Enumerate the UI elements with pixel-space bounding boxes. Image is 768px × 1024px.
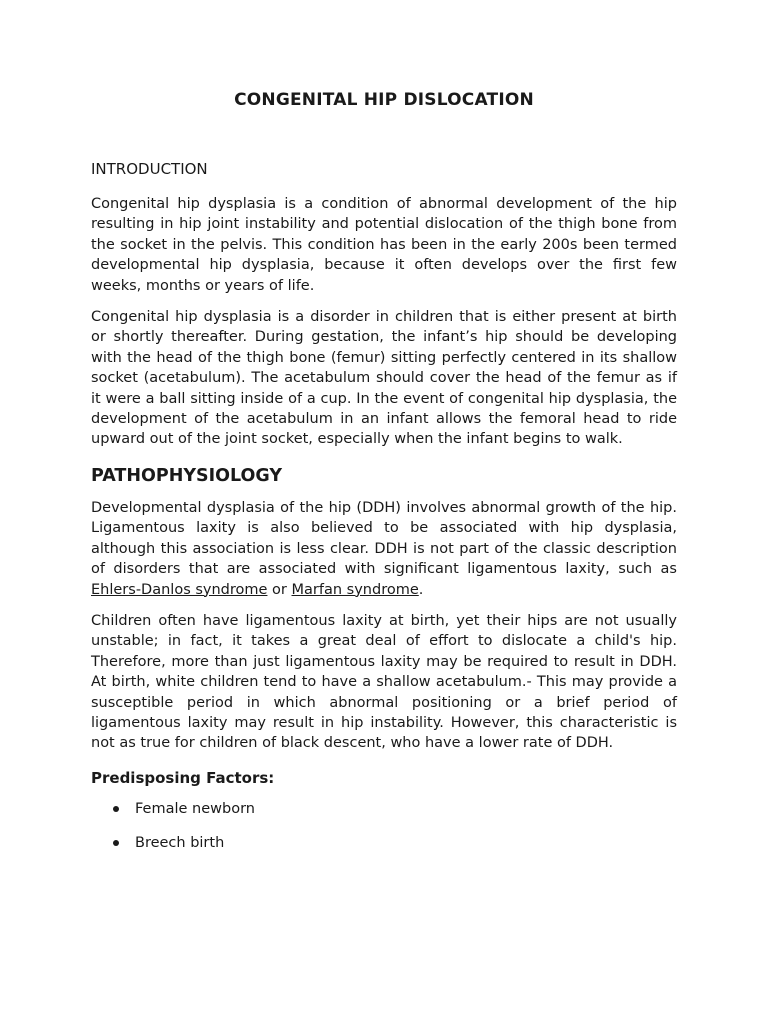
document-title: CONGENITAL HIP DISLOCATION [234,90,534,110]
pathophysiology-text-before: Developmental dysplasia of the hip (DDH) involves abnormal growth of the hip. Ligamentous laxity is also believed to be associated with hip dysplasia, although this association is less clear. DDH is not part of the classic description of disorders that are associated with significant ligamentous laxity, such as [91,499,677,578]
bullet-icon [113,806,119,812]
introduction-paragraph-2: Congenital hip dysplasia is a disorder in children that is either present at birth or shortly thereafter. During gestation, the infant’s hip should be developing with the head of the thigh bone (femur) sitting perfectly centered in its shallow socket (acetabulum). The acetabulum should cover the head of the femur as if it were a ball sitting inside of a cup. In the event of congenital hip dysplasia, the development of the acetabulum in an infant allows the femoral head to ride upward out of the joint socket, especially when the infant begins to walk. [91,309,677,448]
predisposing-factors-heading: Predisposing Factors: [91,768,275,787]
pathophysiology-heading: PATHOPHYSIOLOGY [91,465,283,486]
ehlers-danlos-link[interactable]: Ehlers-Danlos syndrome [91,581,268,598]
document-body [91,158,677,867]
predisposing-factors-list [91,799,677,853]
pathophysiology-text-middle: or [267,581,292,598]
list-item [91,833,677,853]
pathophysiology-text-after: . [418,581,424,598]
bullet-icon [113,840,119,846]
marfan-link[interactable]: Marfan syndrome [291,581,419,598]
list-item-label: Female newborn [135,800,255,817]
list-item-label: Breech birth [135,834,225,851]
list-item [91,799,677,819]
introduction-heading: INTRODUCTION [91,160,208,178]
pathophysiology-paragraph-2: Children often have ligamentous laxity at birth, yet their hips are not usually unstable; in fact, it takes a great deal of effort to dislocate a child's hip. Therefore, more than just ligamentous laxity may be required to result in DDH. At birth, white children tend to have a shallow acetabulum.- This may provide a susceptible period in which abnormal positioning or a brief period of ligamentous laxity may result in hip instability. However, this characteristic is not as true for children of black descent, who have a lower rate of DDH. [91,612,677,752]
introduction-paragraph-1: Congenital hip dysplasia is a condition of abnormal development of the hip resulting in hip joint instability and potential dislocation of the thigh bone from the socket in the pelvis. This condition has been in the early 200s been termed developmental hip dysplasia, because it often develops over the first few weeks, months or years of life. [91,196,677,294]
pathophysiology-paragraph-1 [91,498,677,600]
